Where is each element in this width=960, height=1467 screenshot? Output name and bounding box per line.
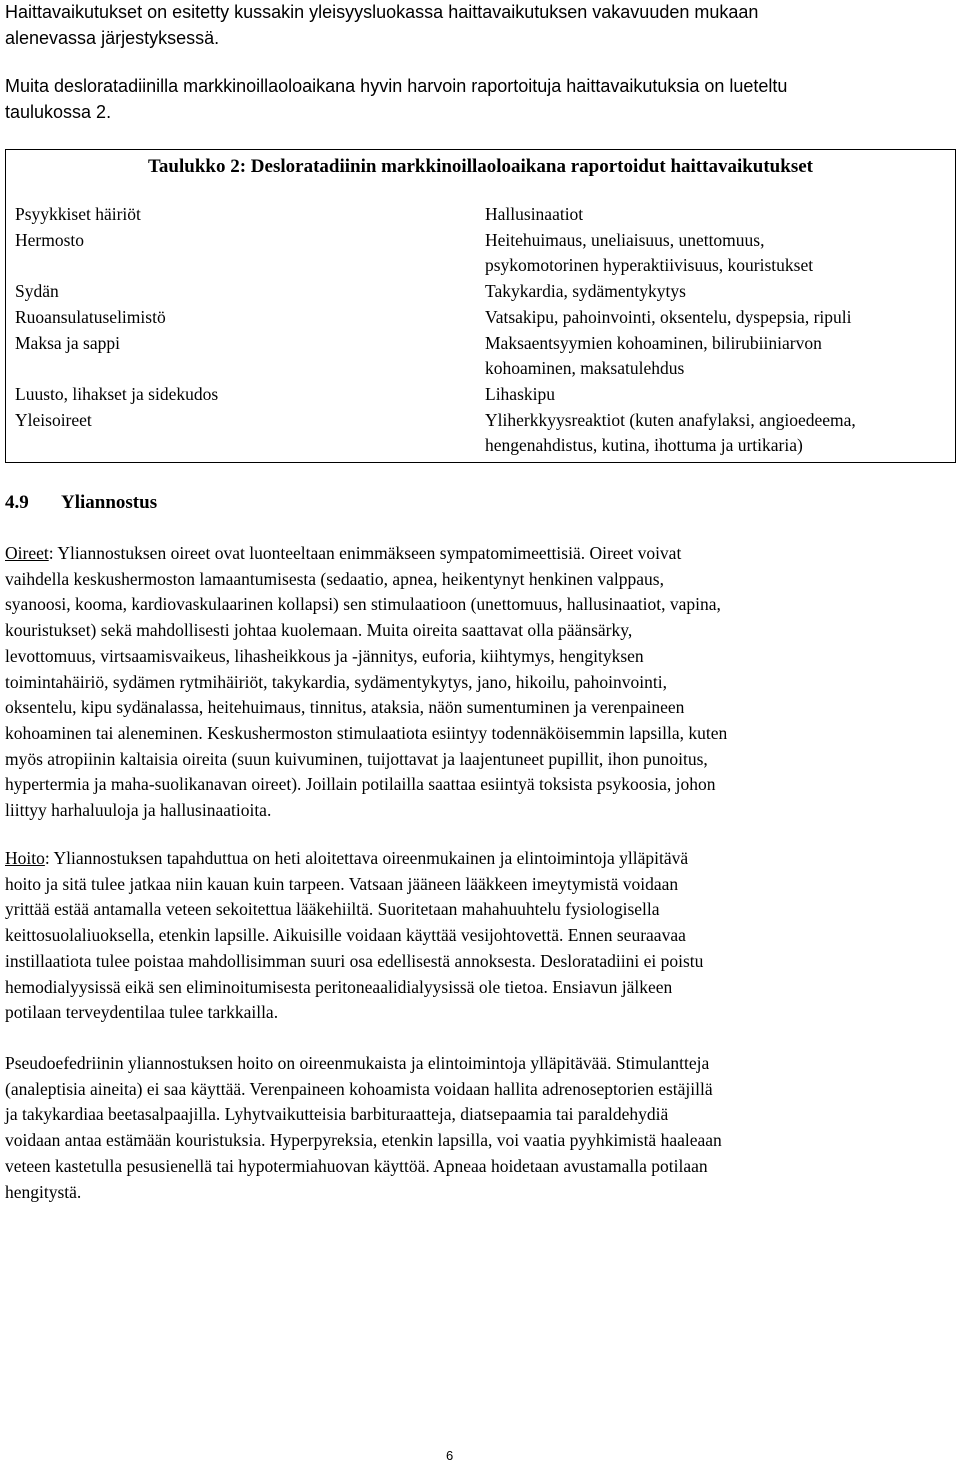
paragraph-line: levottomuus, virtsaamisvaikeus, lihasheikkous ja -jännitys, euforia, kiihtymys, hengityksen — [5, 645, 644, 666]
table-cell-effect: kohoaminen, maksatulehdus — [485, 358, 685, 379]
paragraph-text: : Yliannostuksen tapahduttua on heti aloitettava oireenmukainen ja elintoimintoja ylläpitävä — [44, 848, 689, 868]
paragraph-line: potilaan terveydentilaa tulee tarkkailla. — [5, 1002, 279, 1023]
table-cell-organ: Sydän — [15, 281, 59, 302]
section-number: 4.9 — [5, 492, 29, 513]
intro-line: alenevassa järjestyksessä. — [5, 28, 220, 48]
paragraph-line: hoito ja sitä tulee jatkaa niin kauan kuin tarpeen. Vatsaan jääneen lääkkeen imeytymistä voidaan — [5, 873, 679, 894]
table-right-column — [485, 202, 950, 459]
paragraph-line: syanoosi, kooma, kardiovaskulaarinen kollapsi) sen stimulaatioon (unettomuus, hallusinaatiot, vapina, — [5, 594, 721, 615]
table-cell-effect: psykomotorinen hyperaktiivisuus, kouristukset — [485, 255, 814, 276]
paragraph-line: veteen kastetulla pesusienellä tai hypotermiahuovan käyttöä. Apneaa hoidetaan avustamalla potilaan — [5, 1155, 708, 1176]
paragraph-text: : Yliannostuksen oireet ovat luonteeltaan enimmäkseen sympatomimeettisiä. Oireet voivat — [48, 543, 682, 563]
paragraph-line — [5, 541, 949, 567]
table-cell-effect: Hallusinaatiot — [485, 204, 584, 224]
paragraph-line: oksentelu, kipu sydänalassa, heitehuimaus, tinnitus, ataksia, näön sumentuminen ja verenpaineen — [5, 697, 685, 718]
table-cell-organ — [15, 253, 455, 279]
paragraph-line: liittyy harhaluuloja ja hallusinaatioita. — [5, 800, 272, 821]
paragraph-line: myös atropiinin kaltaisia oireita (suun kuivuminen, tuijottavat ja laajentuneet pupillit, ihon punoitus, — [5, 748, 708, 769]
table-cell-organ: Maksa ja sappi — [15, 332, 120, 353]
paragraph-line: kouristukset) sekä mahdollisesti johtaa kuolemaan. Muita oireita saattavat olla päänsärky, — [5, 620, 633, 641]
table-cell-effect: Maksaentsyymien kohoaminen, bilirubiiniarvon — [485, 332, 822, 353]
treatment-label: Hoito — [5, 848, 45, 868]
intro-line: taulukossa 2. — [5, 102, 112, 122]
intro-line: Haittavaikutukset on esitetty kussakin yleisyysluokassa haittavaikutuksen vakavuuden mukaan — [5, 2, 759, 22]
paragraph-line: instillaatiota tulee poistaa mahdollisimman suuri osa edellisestä annoksesta. Desloratadiini ei poistu — [5, 950, 704, 971]
table-cell-organ — [15, 356, 455, 382]
table-left-column — [15, 202, 455, 433]
paragraph-line — [5, 846, 949, 872]
page-number: 6 — [446, 1448, 454, 1463]
table-cell-effect: Heitehuimaus, uneliaisuus, unettomuus, — [485, 229, 765, 250]
table-cell-effect: Lihaskipu — [485, 383, 555, 404]
paragraph-line: Pseudoefedriinin yliannostuksen hoito on oireenmukaista ja elintoimintoja ylläpitävää. Stimulantteja — [5, 1053, 710, 1073]
paragraph-line: toimintahäiriö, sydämen rytmihäiriöt, takykardia, sydämentykytys, jano, hikoilu, pahoinvointi, — [5, 671, 667, 692]
table-title: Taulukko 2: Desloratadiinin markkinoillaoloaikana raportoidut haittavaikutukset — [148, 156, 813, 177]
table-cell-organ: Hermosto — [15, 229, 85, 250]
table-cell-organ: Luusto, lihakset ja sidekudos — [15, 383, 219, 404]
paragraph-line: yrittää estää antamalla veteen sekoitettua lääkehiiltä. Suoritetaan mahahuuhtelu fysiologisella — [5, 899, 660, 920]
paragraph-line: keittosuolaliuoksella, etenkin lapsille. Aikuisille voidaan käyttää vesijohtovettä. Ennen seuraavaa — [5, 925, 686, 946]
paragraph-line: voidaan antaa estämään kouristuksia. Hyperpyreksia, etenkin lapsilla, voi vaatia pyyhkimistä haaleaan — [5, 1130, 722, 1151]
adverse-effects-table — [5, 149, 956, 463]
paragraph-line: vaihdella keskushermoston lamaantumisesta (sedaatio, apnea, heikentynyt henkinen valppaus, — [5, 568, 664, 589]
table-cell-effect: Takykardia, sydämentykytys — [485, 281, 686, 302]
section-heading — [5, 490, 157, 516]
intro-line: Muita desloratadiinilla markkinoillaoloaikana hyvin harvoin raportoituja haittavaikutuksia on lueteltu — [5, 76, 788, 96]
paragraph-line: kohoaminen tai aleneminen. Keskushermoston stimulaatiota esiintyy todennäköisemmin lapsilla, kuten — [5, 722, 728, 743]
pseudoephedrine-paragraph — [5, 1051, 949, 1205]
paragraph-line: (analeptisia aineita) ei saa käyttää. Verenpaineen kohoamista voidaan hallita adrenoseptorien estäjillä — [5, 1078, 713, 1099]
table-cell-organ: Yleisoireet — [15, 409, 92, 430]
intro-text-2 — [5, 73, 945, 125]
paragraph-line: hypertermia ja maha-suolikanavan oireet). Joillain potilailla saattaa esiintyä toksista psykoosia, johon — [5, 774, 716, 795]
section-title: Yliannostus — [61, 492, 158, 513]
table-cell-effect: Yliherkkyysreaktiot (kuten anafylaksi, angioedeema, — [485, 409, 856, 430]
paragraph-line: ja takykardiaa beetasalpaajilla. Lyhytvaikutteisia barbituraatteja, diatsepaamia tai paraldehydiä — [5, 1104, 669, 1125]
paragraph-line: hengitystä. — [5, 1181, 82, 1202]
table-cell-organ: Psyykkiset häiriöt — [15, 204, 141, 224]
paragraph-line: hemodialyysissä eikä sen eliminoitumisesta peritoneaalidialyysissä ole tietoa. Ensiavun jälkeen — [5, 976, 673, 997]
table-cell-effect: hengenahdistus, kutina, ihottuma ja urtikaria) — [485, 435, 803, 456]
symptoms-paragraph — [5, 541, 949, 824]
intro-text — [5, 0, 945, 51]
table-cell-organ: Ruoansulatuselimistö — [15, 306, 166, 327]
symptoms-label: Oireet — [5, 543, 49, 563]
treatment-paragraph — [5, 846, 949, 1026]
table-cell-effect: Vatsakipu, pahoinvointi, oksentelu, dyspepsia, ripuli — [485, 306, 852, 327]
